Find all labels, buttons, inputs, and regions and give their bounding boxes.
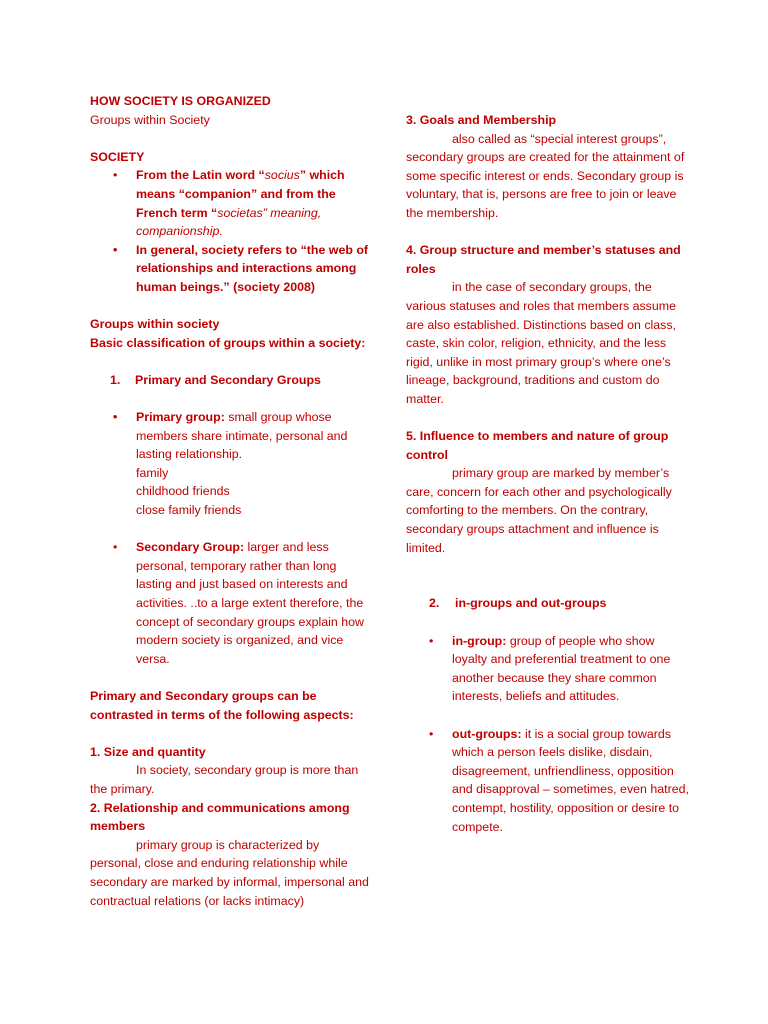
left-column — [90, 92, 372, 910]
society-heading: SOCIETY — [90, 149, 145, 164]
bullet-glyph: • — [113, 168, 118, 183]
bullet-glyph: • — [429, 726, 434, 741]
bullet-glyph: • — [113, 242, 118, 257]
right-column — [406, 111, 690, 836]
aspect-2-heading: 2. Relationship and communications among members — [90, 800, 350, 834]
example-item: childhood friends — [136, 484, 230, 499]
out-group-bullet: • out-groups: it is a social group towards which a person feels dislike, disdain, disagreement, unfriendliness, opposition and disapproval – sometimes, even hatred, contempt, hostility, opposition or desire to compete. — [429, 726, 689, 834]
aspect-1-heading: 1. Size and quantity — [90, 744, 206, 759]
in-group-bullet: • in-group: group of people who show loyalty and preferential treatment to one another because they share common interests, beliefs and attitudes. — [429, 633, 671, 704]
bullet-glyph: • — [113, 410, 118, 425]
aspect-5-heading: 5. Influence to members and nature of group control — [406, 429, 669, 462]
primary-group-label: Primary group: — [136, 410, 225, 425]
contrast-heading: Primary and Secondary groups can be contrasted in terms of the following aspects: — [90, 689, 354, 722]
aspect-2-text: primary group is characterized by personal, close and enduring relationship while secondary are marked by informal, impersonal and contractual relations (or lacks intimacy) — [90, 837, 369, 908]
aspect-3-text: also called as “special interest groups”, secondary groups are created for the attainment of some specific interest or ends. Secondary group is voluntary, that is, persons are free to join or leave the membership. — [406, 131, 685, 220]
groups-heading: Groups within society — [90, 317, 220, 332]
aspect-5-text: primary group are marked by member’s care, concern for each other and psychologically comforting to the members. On the contrary, secondary groups attachment and influence is limited. — [406, 466, 672, 555]
classification-heading: Basic classification of groups within a society: — [90, 335, 366, 350]
out-group-label: out-groups: — [452, 726, 522, 741]
aspect-4-heading: 4. Group structure and member’s statuses and roles — [406, 243, 681, 276]
bullet-glyph: • — [429, 633, 434, 648]
item-2: 2. in-groups and out-groups — [429, 596, 607, 611]
primary-group-bullet: • Primary group: small group whose members share intimate, personal and lasting relationship. — [113, 410, 348, 462]
in-group-label: in-group: — [452, 633, 507, 648]
aspect-3-heading: 3. Goals and Membership — [406, 113, 557, 127]
aspect-4-text: in the case of secondary groups, the various statuses and roles that members assume are also established. Distinctions based on class, caste, skin color, religion, ethnicity, and the less rigid, unlike in most primary group’s where one’s lineage, background, traditions and custom do matter. — [406, 280, 676, 406]
example-item: close family friends — [136, 503, 242, 518]
society-bullet-2: • In general, society refers to “the web of relationships and interactions among human beings.” (society 2008) — [113, 242, 369, 294]
secondary-group-bullet: • Secondary Group: larger and less personal, temporary rather than long lasting and just based on interests and activities. ..to a large extent therefore, the concept of secondary groups explain how modern society is organized, and vice versa. — [113, 540, 364, 666]
society-bullet-1: • From the Latin word “socius” which means “companion” and from the French term “societas” meaning, companionship. — [113, 168, 345, 239]
secondary-group-label: Secondary Group: — [136, 540, 245, 555]
item-1: 1. Primary and Secondary Groups — [110, 372, 321, 387]
document-subtitle: Groups within Society — [90, 112, 210, 127]
bullet-glyph: • — [113, 540, 118, 555]
aspect-1-text: In society, secondary group is more than the primary. — [90, 763, 359, 796]
example-item: family — [136, 465, 169, 480]
document-title: HOW SOCIETY IS ORGANIZED — [90, 94, 271, 108]
